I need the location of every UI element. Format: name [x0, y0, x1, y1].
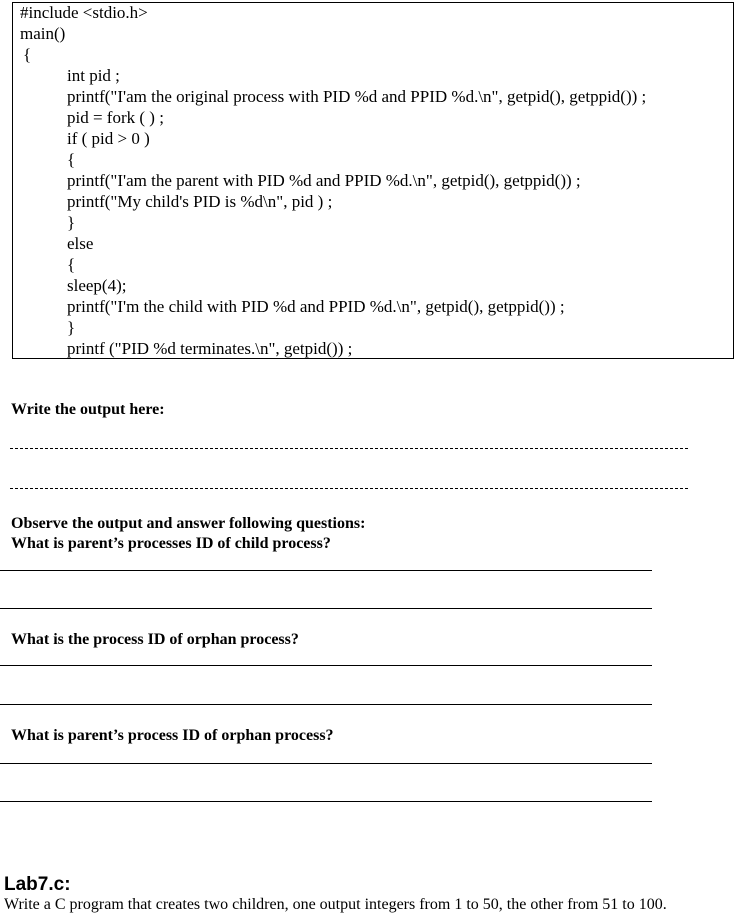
code-line-13: {	[67, 255, 76, 274]
lab-title: Lab7.c:	[4, 874, 71, 895]
code-line-3: {	[23, 45, 32, 64]
answer-line-q1-2[interactable]	[0, 608, 652, 609]
answer-line-q3-2[interactable]	[0, 801, 652, 802]
code-line-9: printf("I'am the parent with PID %d and PPID %d.\n", getpid(), getppid()) ;	[67, 171, 581, 190]
answer-line-output-1[interactable]	[10, 448, 688, 450]
code-line-5: printf("I'am the original process with PID %d and PPID %d.\n", getpid(), getppid()) ;	[67, 87, 647, 106]
answer-line-q2-2[interactable]	[0, 704, 652, 705]
questions-intro: Observe the output and answer following questions:	[11, 515, 366, 532]
answer-line-q1-1[interactable]	[0, 570, 652, 571]
code-line-2: main()	[20, 24, 66, 43]
question-2: What is the process ID of orphan process?	[11, 631, 299, 648]
code-line-4: int pid ;	[67, 66, 120, 85]
question-1: What is parent’s processes ID of child process?	[11, 535, 331, 552]
code-line-7: if ( pid > 0 )	[67, 129, 150, 148]
code-line-15: printf("I'm the child with PID %d and PPID %d.\n", getpid(), getppid()) ;	[67, 297, 565, 316]
code-line-10: printf("My child's PID is %d\n", pid ) ;	[67, 192, 333, 211]
answer-line-output-2[interactable]	[10, 488, 688, 490]
question-3: What is parent’s process ID of orphan process?	[11, 727, 334, 744]
code-line-1: #include <stdio.h>	[20, 3, 148, 22]
code-line-11: }	[67, 213, 76, 232]
code-line-8: {	[67, 150, 76, 169]
lab-description: Write a C program that creates two children, one output integers from 1 to 50, the other from 51 to 100.	[4, 896, 667, 913]
code-line-6: pid = fork ( ) ;	[67, 108, 164, 127]
code-line-14: sleep(4);	[67, 276, 127, 295]
code-line-17: printf ("PID %d terminates.\n", getpid()) ;	[67, 339, 353, 358]
answer-line-q2-1[interactable]	[0, 665, 652, 666]
output-prompt: Write the output here:	[11, 401, 165, 418]
answer-line-q3-1[interactable]	[0, 763, 652, 764]
code-line-16: }	[67, 318, 76, 337]
code-line-12: else	[67, 234, 94, 253]
